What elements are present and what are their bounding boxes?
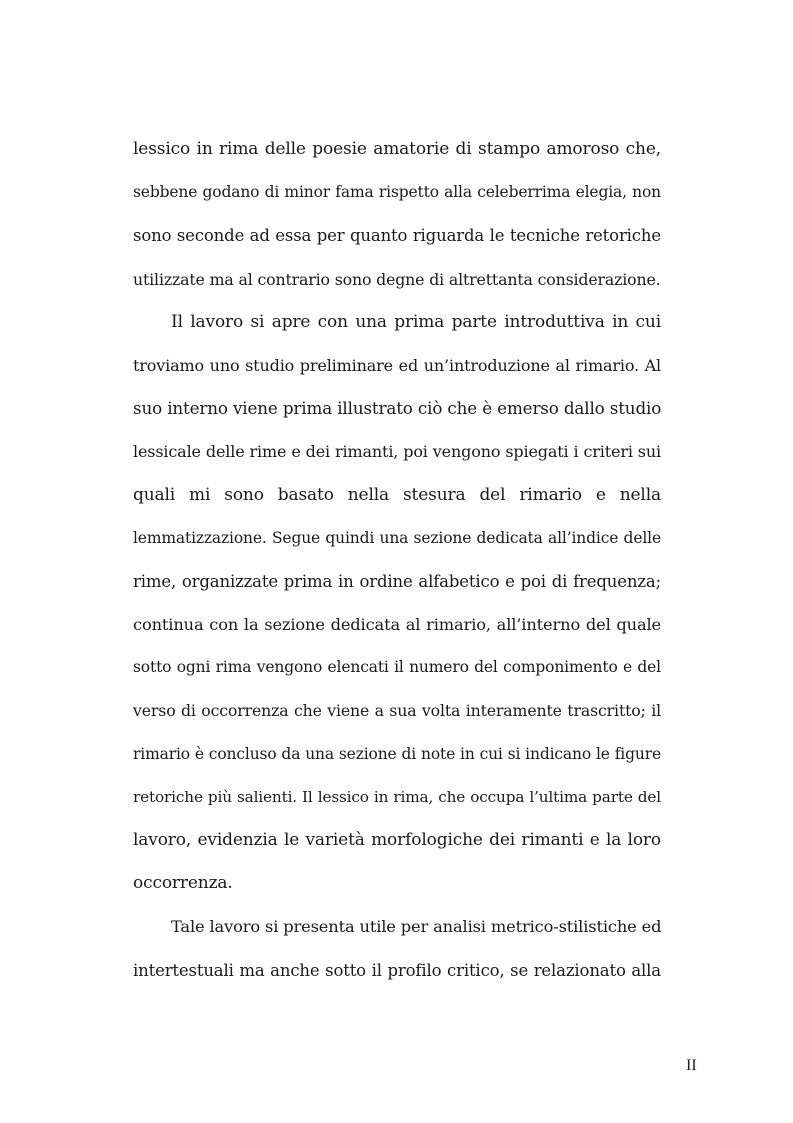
text-line: verso di occorrenza che viene a sua volta interamente trascritto; il <box>133 701 661 721</box>
text-line: occorrenza. <box>133 873 233 894</box>
text-line: utilizzate ma al contrario sono degne di altrettanta considerazione. <box>133 269 661 289</box>
text-line: sebbene godano di minor fama rispetto alla celeberrima elegia, non <box>133 183 661 202</box>
text-line: continua con la sezione dedicata al rimario, all’interno del quale <box>133 615 661 635</box>
paragraph-1 <box>133 128 661 301</box>
text-line: rimario è concluso da una sezione di note in cui si indicano le figure <box>133 744 661 763</box>
paragraph-3 <box>133 905 661 991</box>
text-line: retoriche più salienti. Il lessico in rima, che occupa l’ultima parte del <box>133 787 661 806</box>
text-line: sotto ogni rima vengono elencati il numero del componimento e del <box>133 658 661 677</box>
text-line: lavoro, evidenzia le varietà morfologiche dei rimanti e la loro <box>133 830 661 850</box>
text-line: Tale lavoro si presenta utile per analisi metrico-stilistiche ed <box>171 917 662 937</box>
text-line: troviamo uno studio preliminare ed un’introduzione al rimario. Al <box>133 355 661 375</box>
body-text <box>133 128 661 992</box>
text-line: lessico in rima delle poesie amatorie di stampo amoroso che, <box>133 139 661 159</box>
text-line: quali mi sono basato nella stesura del rimario e nella <box>133 484 661 505</box>
text-line: lemmatizzazione. Segue quindi una sezione dedicata all’indice delle <box>133 528 661 547</box>
text-line: sono seconde ad essa per quanto riguarda le tecniche retoriche <box>133 226 661 246</box>
text-line: rime, organizzate prima in ordine alfabetico e poi di frequenza; <box>133 571 661 591</box>
text-line: intertestuali ma anche sotto il profilo critico, se relazionato alla <box>133 960 661 980</box>
text-line: suo interno viene prima illustrato ciò che è emerso dallo studio <box>133 398 662 419</box>
page-number: II <box>686 1057 697 1074</box>
paragraph-2 <box>133 301 661 906</box>
text-line: lessicale delle rime e dei rimanti, poi vengono spiegati i criteri sui <box>133 442 661 462</box>
text-line: Il lavoro si apre con una prima parte introduttiva in cui <box>171 311 661 332</box>
